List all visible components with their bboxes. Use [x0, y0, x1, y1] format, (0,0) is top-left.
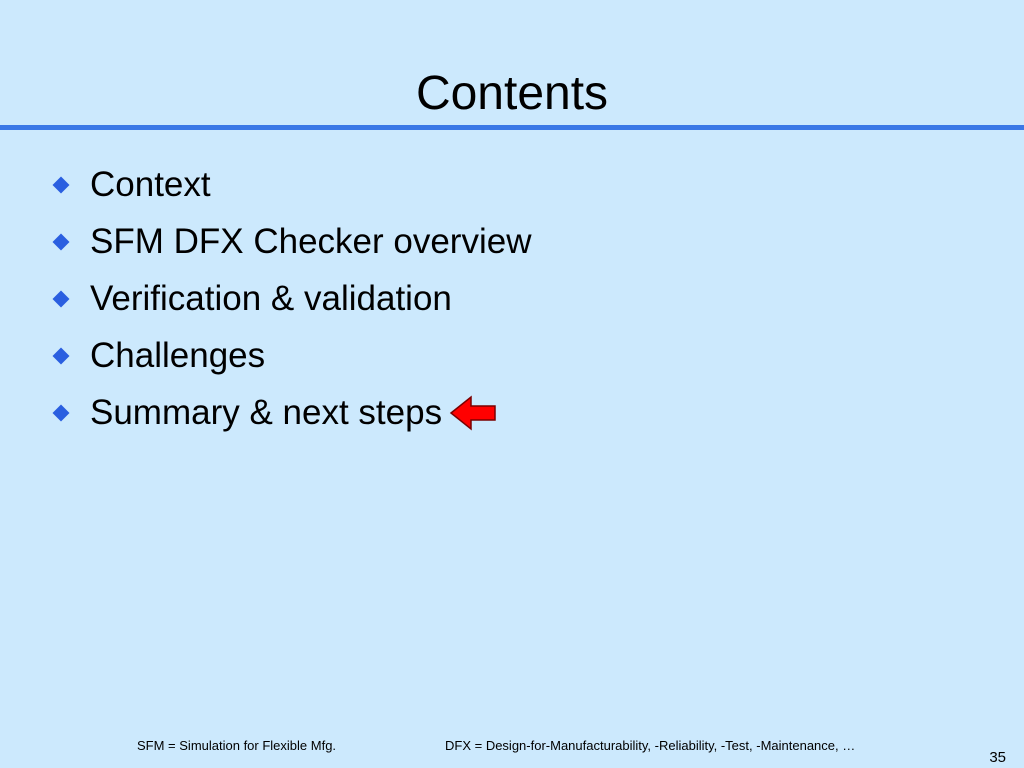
slide-title: Contents — [415, 67, 609, 120]
footnote-dfx: DFX = Design-for-Manufacturability, -Reliability, -Test, -Maintenance, … — [445, 738, 856, 753]
diamond-bullet-icon — [53, 348, 70, 365]
title-divider — [0, 125, 1024, 130]
bullet-text: Summary & next steps — [90, 393, 443, 432]
page-number: 35 — [989, 749, 1006, 766]
bullet-item-summary — [52, 389, 952, 437]
bullet-item-challenges — [52, 332, 952, 380]
diamond-bullet-icon — [53, 291, 70, 308]
bullet-text: Verification & validation — [90, 279, 452, 318]
diamond-bullet-icon — [53, 405, 70, 422]
left-arrow-icon — [449, 393, 497, 433]
bullet-text: SFM DFX Checker overview — [90, 222, 532, 261]
bullet-text: Context — [90, 165, 211, 204]
diamond-bullet-icon — [53, 177, 70, 194]
footnote-sfm: SFM = Simulation for Flexible Mfg. — [137, 738, 337, 753]
diamond-bullet-icon — [53, 234, 70, 251]
bullet-item-context — [52, 161, 952, 209]
bullet-item-verification — [52, 275, 952, 323]
bullet-item-overview — [52, 218, 952, 266]
bullet-text: Challenges — [90, 336, 266, 375]
